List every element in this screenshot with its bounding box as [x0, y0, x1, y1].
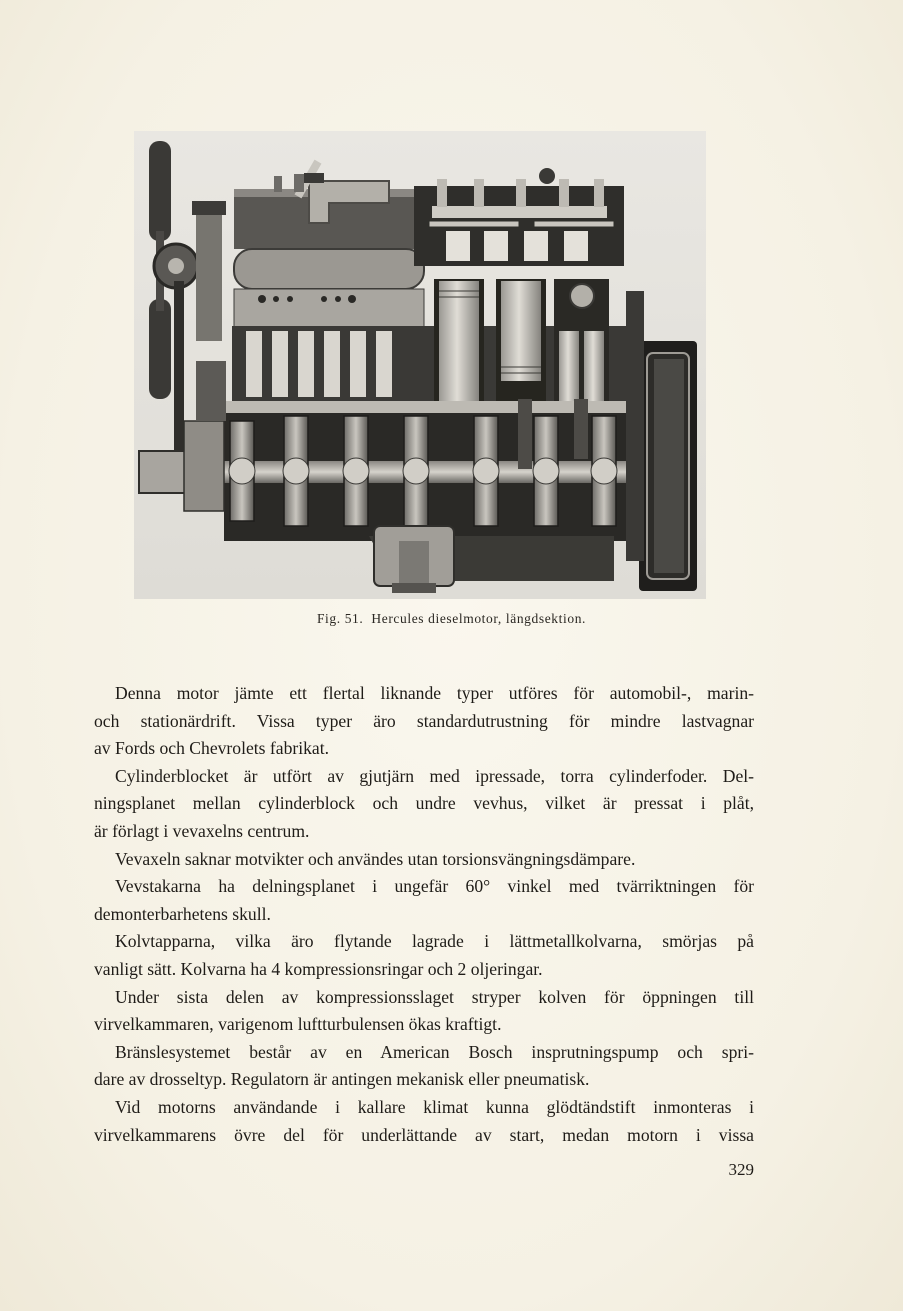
- page-number: 329: [728, 1160, 754, 1179]
- text-line: Under sista delen av kompressionsslaget stryper kolven för öppningen till: [115, 986, 754, 1007]
- paragraph-1: [94, 680, 754, 763]
- figure-caption: [0, 611, 903, 627]
- text-line: Kolvtapparna, vilka äro flytande lagrade i lättmetallkolvarna, smörjas på: [115, 931, 754, 952]
- text-line: ningsplanet mellan cylinderblock och undre vevhus, vilket är pressat i plåt,: [94, 793, 754, 814]
- text-line: av Fords och Chevrolets fabrikat.: [94, 738, 330, 759]
- text-line: Vid motorns användande i kallare klimat kunna glödtändstift inmonteras i: [115, 1096, 754, 1117]
- paragraph-8: [94, 1094, 754, 1149]
- text-line: är förlagt i vevaxelns centrum.: [94, 820, 310, 841]
- text-line: dare av drosseltyp. Regulatorn är antingen mekanisk eller pneumatisk.: [94, 1069, 590, 1090]
- body-text: [94, 680, 754, 1149]
- text-line: Vevstakarna ha delningsplanet i ungefär 60° vinkel med tvärriktningen för: [115, 876, 754, 897]
- figure-caption-text: Hercules dieselmotor, längdsektion.: [371, 611, 587, 626]
- paragraph-4: [94, 873, 754, 928]
- paragraph-7: [94, 1039, 754, 1094]
- figure-number: Fig. 51.: [316, 611, 364, 626]
- paragraph-6: [94, 984, 754, 1039]
- text-line: och stationärdrift. Vissa typer äro standardutrustning för mindre lastvagnar: [94, 710, 754, 731]
- text-line: demonterbarhetens skull.: [94, 903, 271, 924]
- text-line: Denna motor jämte ett flertal liknande typer utföres för automobil-, marin-: [115, 683, 754, 703]
- paragraph-5: [94, 928, 754, 983]
- text-line: virvelkammaren, varigenom luftturbulensen ökas kraftigt.: [94, 1014, 502, 1035]
- paragraph-2: [94, 763, 754, 846]
- engine-section-illustration: [134, 131, 706, 599]
- text-line: Vevaxeln saknar motvikter och användes utan torsionsvängningsdämpare.: [115, 848, 636, 869]
- text-line: Cylinderblocket är utfört av gjutjärn med ipressade, torra cylinderfoder. Del-: [115, 765, 754, 786]
- engine-drawing: [134, 131, 706, 599]
- text-line: Bränslesystemet består av en American Bosch insprutningspump och spri-: [115, 1041, 754, 1062]
- paragraph-3: [94, 846, 754, 874]
- text-line: vanligt sätt. Kolvarna ha 4 kompressionsringar och 2 oljeringar.: [94, 958, 543, 979]
- text-line: virvelkammarens övre del för underlättande av start, medan motorn i vissa: [94, 1124, 754, 1145]
